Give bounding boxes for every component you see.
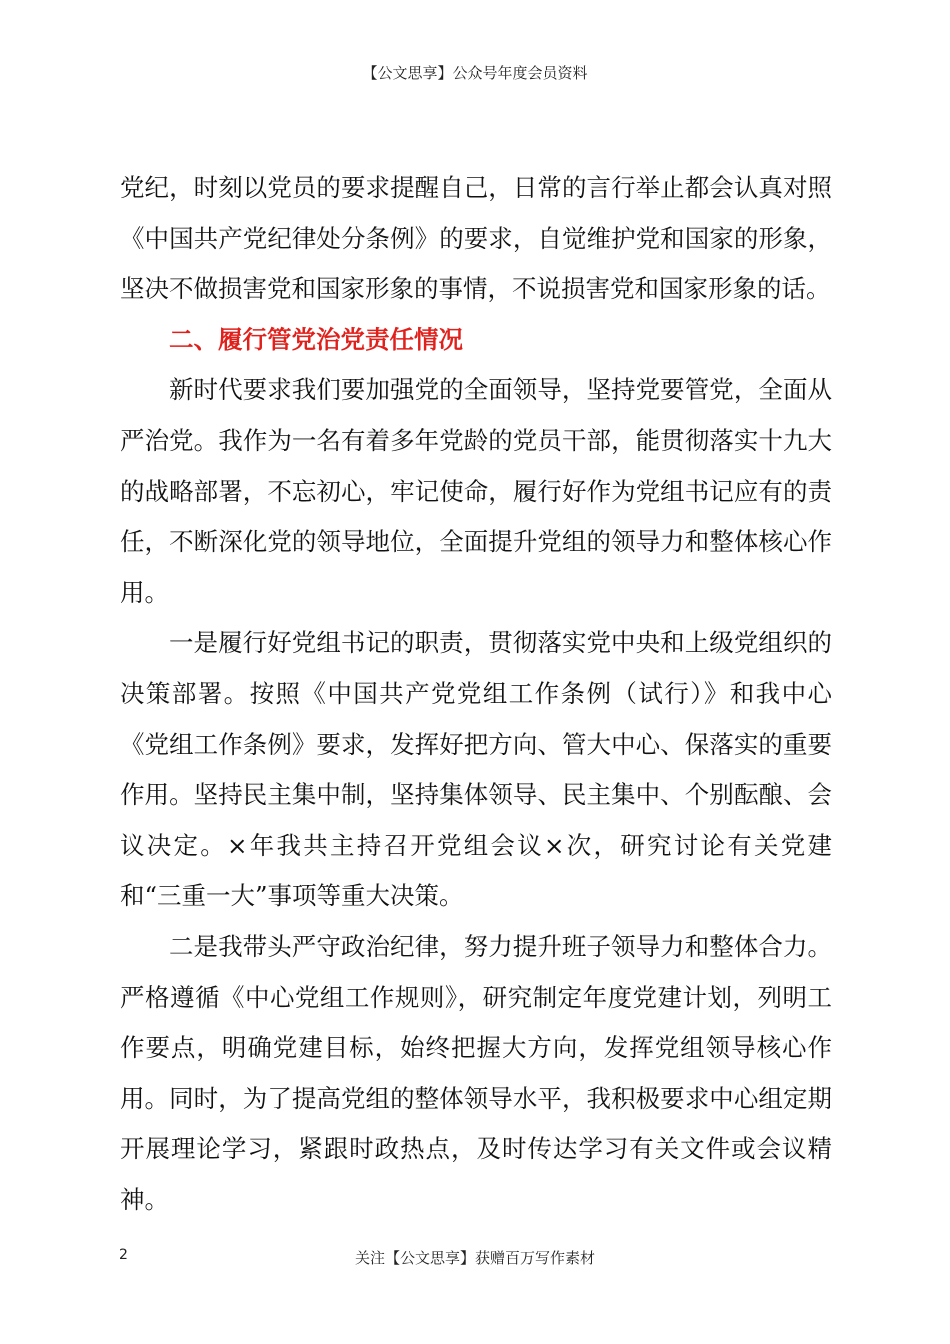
paragraph-continuation: 党纪，时刻以党员的要求提醒自己，日常的言行举止都会认真对照《中国共产党纪律处分条例》的要求，自觉维护党和国家的形象，坚决不做损害党和国家形象的事情，不说损害党和国家形象的话。 [120,173,832,304]
paragraph-point-two: 二是我带头严守政治纪律，努力提升班子领导力和整体合力。严格遵循《中心党组工作规则》，研究制定年度党建计划，列明工作要点，明确党建目标，始终把握大方向，发挥党组领导核心作用。同时，为了提高党组的整体领导水平，我积极要求中心组定期开展理论学习，紧跟时政热点，及时传达学习有关文件或会议精神。 [120,931,832,1214]
section-heading: 二、履行管党治党责任情况 [169,324,463,354]
paragraph-point-one: 一是履行好党组书记的职责，贯彻落实党中央和上级党组织的决策部署。按照《中国共产党党组工作条例（试行）》和我中心《党组工作条例》要求，发挥好把方向、管大中心、保落实的重要作用。坚持民主集中制，坚持集体领导、民主集中、个别酝酿、会议决定。×年我共主持召开党组会议×次，研究讨论有关党建和“三重一大”事项等重大决策。 [120,628,832,911]
document-body [120,163,832,1225]
page-number: 2 [119,1247,128,1263]
page-footer: 关注【公文思享】获赠百万写作素材 [354,1249,595,1267]
page-header: 【公文思享】公众号年度会员资料 [362,64,588,82]
paragraph-intro: 新时代要求我们要加强党的全面领导，坚持党要管党，全面从严治党。我作为一名有着多年党龄的党员干部，能贯彻落实十九大的战略部署，不忘初心，牢记使命，履行好作为党组书记应有的责任，不断深化党的领导地位，全面提升党组的领导力和整体核心作用。 [120,375,832,607]
